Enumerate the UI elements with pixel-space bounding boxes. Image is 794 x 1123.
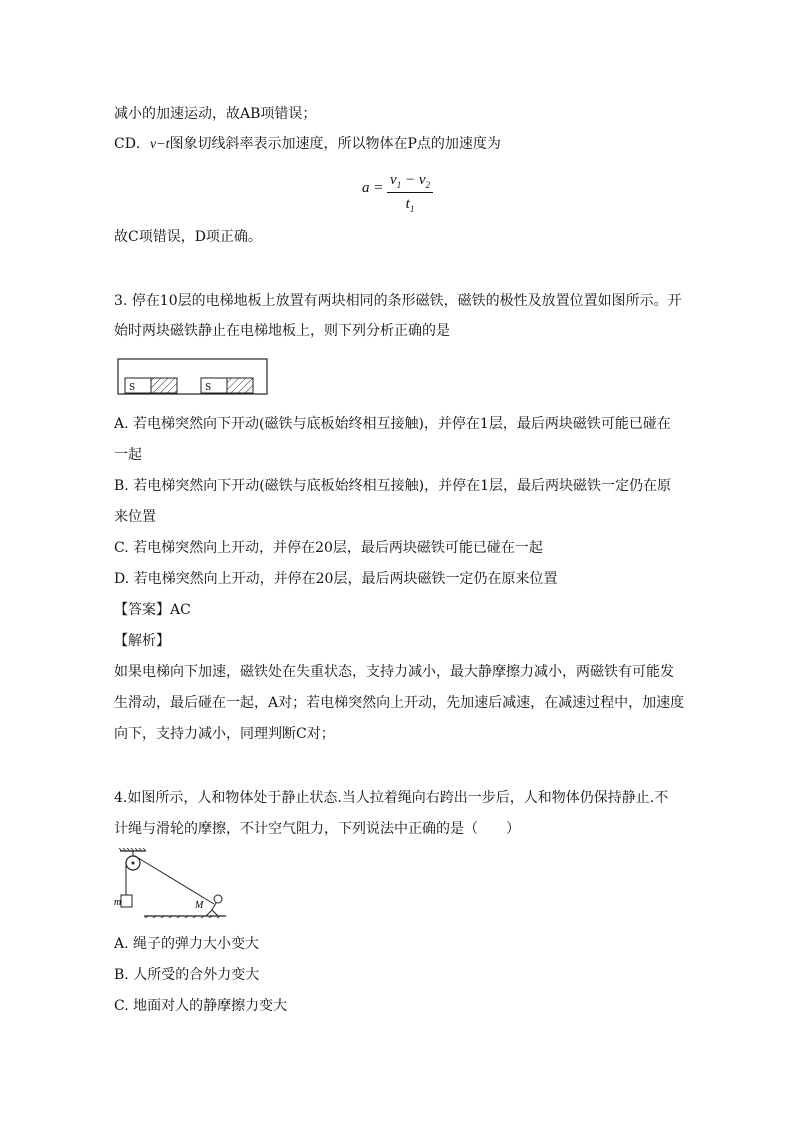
option-b: B. 若电梯突然向下开动(磁铁与底板始终相互接触)，并停在1层，最后两块磁铁一定仍在原 [114, 478, 672, 494]
analysis-title: 【解析】 [114, 633, 170, 649]
magnet-label: S [129, 383, 136, 393]
answer: 【答案】AC [114, 602, 191, 618]
q4-option-b: B. 人所受的合外力变大 [114, 967, 260, 983]
person-label: M [195, 900, 204, 911]
fraction-numerator: $v_1 - v_2$ [390, 172, 430, 190]
fraction [387, 172, 433, 214]
fraction-denominator: $t_1$ [405, 196, 415, 214]
question-4-line: 计绳与滑轮的摩擦，不计空气阻力，下列说法中正确的是（ ） [114, 821, 520, 837]
fraction-bar [387, 192, 433, 193]
mass-block [121, 895, 132, 907]
option-b-cont: 来位置 [114, 509, 156, 525]
analysis-line: 如果电梯向下加速，磁铁处在失重状态，支持力减小，最大静摩擦力减小，两磁铁有可能发 [114, 664, 674, 680]
q4-option-c: C. 地面对人的静摩擦力变大 [114, 998, 288, 1014]
magnet-1-n-pole [151, 378, 177, 393]
person-body [206, 903, 218, 916]
question-4-line: 4.如图所示，人和物体处于静止状态.当人拉着绳向右跨出一步后，人和物体仍保持静止.不 [114, 790, 669, 806]
option-a: A. 若电梯突然向下开动(磁铁与底板始终相互接触)，并停在1层，最后两块磁铁可能已碰在 [114, 416, 671, 432]
text-line: 故C项错误，D项正确。 [114, 229, 262, 245]
formula-lhs: a = [362, 180, 384, 196]
pulley-person-figure [114, 848, 230, 918]
analysis-line: 向下，支持力减小，同理判断C对； [114, 726, 335, 742]
magnet-2-n-pole [227, 378, 253, 393]
question-3-line: 始时两块磁铁静止在电梯地板上，则下列分析正确的是 [114, 323, 450, 339]
analysis-line: 生滑动，最后碰在一起，A对；若电梯突然向上开动，先加速后减速，在减速过程中，加速度 [114, 695, 685, 711]
q4-option-a: A. 绳子的弹力大小变大 [114, 936, 260, 952]
text-line [114, 134, 501, 155]
option-c: C. 若电梯突然向上开动，并停在20层，最后两块磁铁可能已碰在一起 [114, 540, 543, 556]
option-a-cont: 一起 [114, 447, 142, 463]
magnet-label: S [205, 383, 212, 393]
mass-label: m [114, 897, 122, 908]
math-inline: v−t [149, 137, 170, 152]
question-3-line: 3. 停在10层的电梯地板上放置有两块相同的条形磁铁，磁铁的极性及放置位置如图所示。开 [114, 293, 682, 309]
elevator-magnets-figure [117, 358, 269, 396]
rope-slanted [135, 856, 214, 904]
option-d: D. 若电梯突然向上开动，并停在20层，最后两块磁铁一定仍在原来位置 [114, 571, 558, 587]
text-fragment: 图象切线斜率表示加速度，所以物体在P点的加速度为 [169, 136, 501, 152]
text-fragment: CD． [114, 136, 150, 152]
person-head [214, 895, 222, 903]
text-line: 减小的加速运动，故AB项错误； [114, 106, 317, 122]
